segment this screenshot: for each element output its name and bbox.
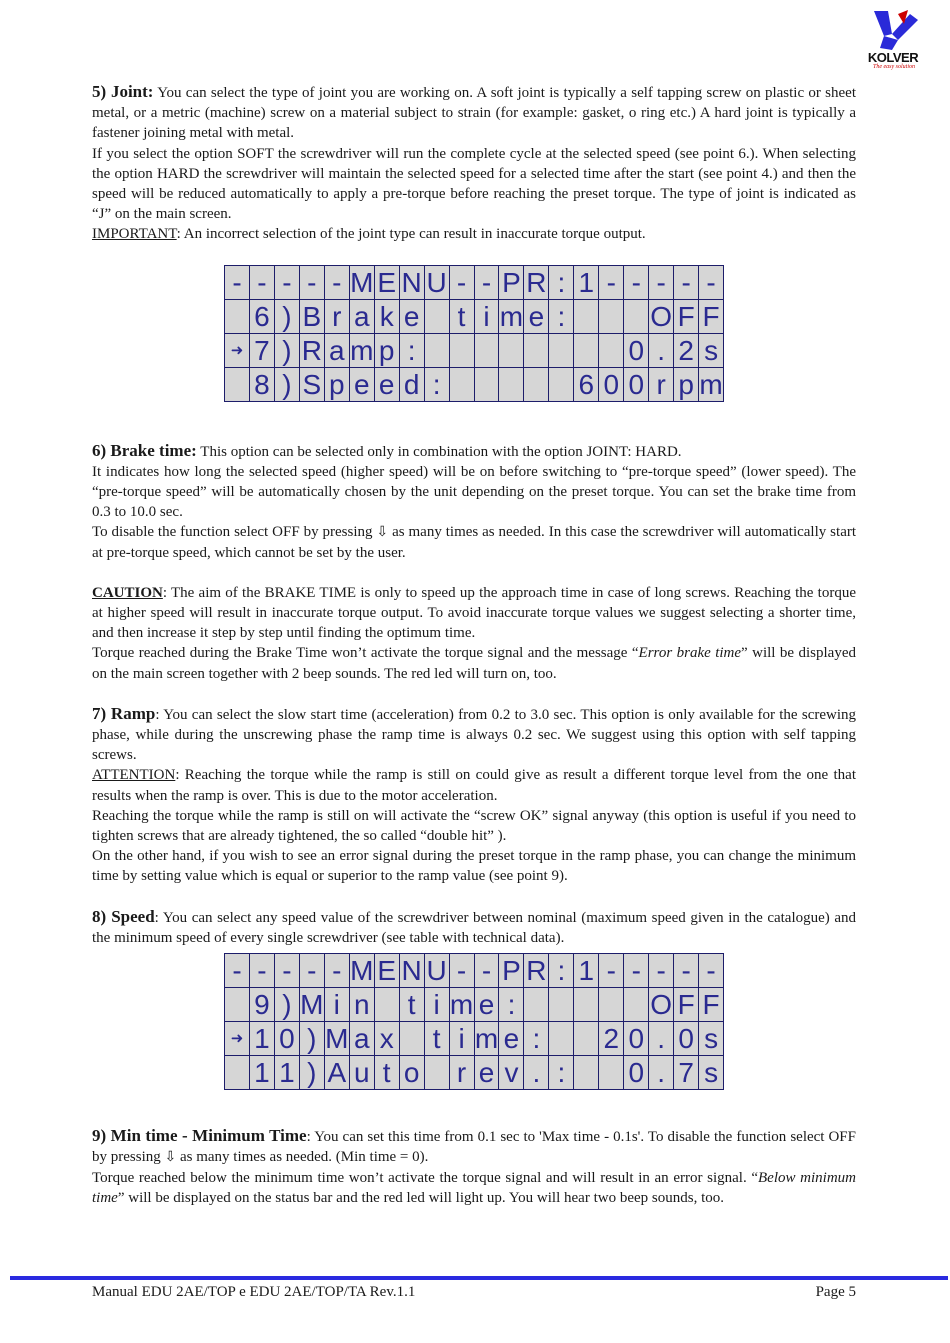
lcd-row [225, 1022, 723, 1056]
lcd-char-cell: F [699, 988, 723, 1021]
lcd-char-cell: U [426, 955, 447, 986]
lcd-char-cell: n [350, 988, 374, 1021]
brake-caution: CAUTION: The aim of the BRAKE TIME is only to speed up the approach time in case of long screws. Reaching the torque at higher speed will result in inaccurate torque output. To avoid inaccurate torque values we suggest selecting a shorter time, and then increase it step by step until finding the optimum time. [92, 584, 856, 642]
lcd-char-cell: 7 [674, 1056, 698, 1089]
lcd-char-cell: r [649, 368, 673, 401]
lcd-char-cell: 0 [624, 334, 648, 367]
lcd-char-cell: ) [275, 334, 299, 367]
ramp-p1: 7) Ramp: You can select the slow start time (acceleration) from 0.2 to 3.0 sec. This option is only available for the screwing phase, while during the unscrewing phase the ramp time is always 0.2 sec. We suggest using this option with self tapping screws. [92, 703, 857, 764]
lcd-char-cell: - [599, 954, 623, 987]
lcd-char-cell: P [499, 954, 523, 987]
down-arrow-icon: ⇩ [376, 524, 389, 541]
lcd-char-cell: - [250, 954, 274, 987]
lcd-char-cell: m [350, 335, 374, 366]
lcd-char-cell: O [650, 301, 673, 332]
lcd-char-cell [499, 334, 523, 367]
lcd-char-cell [499, 368, 523, 401]
lcd-char-cell: ) [300, 1056, 324, 1089]
joint-p1: 5) Joint: You can select the type of joint you are working on. A soft joint is typically a self tapping screw on plastic or sheet metal, or a metric (machine) screw on a material subject to strain (for example: gasket, o ring etc.) A hard joint is typically a fastener joining metal with metal. [92, 82, 856, 142]
footer-page-number: Page 5 [815, 1284, 856, 1300]
lcd-char-cell: ) [275, 368, 299, 401]
lcd-char-cell: r [450, 1056, 474, 1089]
lcd-char-cell [549, 1022, 573, 1055]
lcd-char-cell: - [649, 954, 673, 987]
mintime-p1: 9) Min time - Minimum Time: You can set this time from 0.1 sec to 'Max time - 0.1s'. To disable the function select OFF by pressing ⇩ as many times as needed. (Min time = 0). [92, 1126, 856, 1167]
lcd-char-cell: 0 [275, 1022, 299, 1055]
lcd-char-cell: ➜ [225, 1022, 249, 1055]
lcd-char-cell [524, 988, 548, 1021]
lcd-char-cell: : [524, 1022, 548, 1055]
lcd-row [225, 300, 723, 334]
ramp-p4: On the other hand, if you wish to see an error signal during the preset torque in the ramp phase, you can change the minimum time by setting value which is equal or superior to the ramp value (see point 9). [92, 848, 856, 885]
lcd-char-cell: - [475, 266, 499, 299]
lcd-char-cell: a [325, 334, 349, 367]
lcd-char-cell: a [350, 300, 374, 333]
ramp-attention: ATTENTION: Reaching the torque while the ramp is still on could give as result a different torque level from the one that results when the ramp is over. This is due to the motor acceleration. [92, 767, 856, 804]
lcd-char-cell: P [499, 266, 523, 299]
lcd-char-cell: - [699, 954, 723, 987]
joint-heading: 5) Joint: [92, 82, 154, 101]
brake-p3: To disable the function select OFF by pressing ⇩ as many times as needed. In this case the screwdriver will automatically start at pre-torque speed, which cannot be set by the user. [92, 524, 857, 561]
lcd-char-cell [599, 334, 623, 367]
lcd-char-cell [574, 1022, 598, 1055]
lcd-char-cell: t [400, 988, 424, 1021]
lcd-char-cell [225, 300, 249, 333]
lcd-char-cell [549, 988, 573, 1021]
lcd-char-cell [425, 334, 449, 367]
lcd-char-cell: t [375, 1056, 399, 1089]
lcd-char-cell: - [275, 266, 299, 299]
lcd-char-cell: 8 [250, 368, 274, 401]
lcd-char-cell: e [499, 1022, 523, 1055]
lcd-row [225, 334, 723, 368]
lcd-char-cell: 0 [624, 1022, 648, 1055]
lcd-char-cell: - [450, 266, 474, 299]
lcd-char-cell [450, 334, 474, 367]
lcd-char-cell: 0 [674, 1022, 698, 1055]
lcd-char-cell: - [699, 266, 723, 299]
lcd-menu-display-2 [224, 953, 724, 1090]
lcd-char-cell: p [674, 368, 698, 401]
lcd-char-cell [574, 334, 598, 367]
lcd-char-cell: - [250, 266, 274, 299]
lcd-char-cell: M [350, 267, 374, 298]
lcd-char-cell [524, 334, 548, 367]
lcd-char-cell: e [350, 368, 374, 401]
lcd-char-cell: F [699, 300, 723, 333]
lcd-char-cell: M [350, 955, 374, 986]
lcd-char-cell: M [300, 989, 324, 1020]
lcd-char-cell: t [450, 300, 474, 333]
brake-heading: 6) Brake time: [92, 440, 197, 460]
lcd-char-cell: s [699, 1056, 723, 1089]
lcd-char-cell: S [300, 368, 324, 401]
lcd-char-cell: - [225, 266, 249, 299]
lcd-char-cell: : [549, 266, 573, 299]
lcd-char-cell [475, 368, 499, 401]
lcd-char-cell [225, 988, 249, 1021]
lcd-char-cell: - [649, 266, 673, 299]
lcd-char-cell: o [400, 1056, 424, 1089]
lcd-char-cell: u [350, 1056, 374, 1089]
lcd-char-cell [450, 368, 474, 401]
lcd-char-cell [549, 368, 573, 401]
lcd-char-cell: R [526, 267, 547, 298]
mintime-p2: Torque reached below the minimum time won’t activate the torque signal and will result in an error signal. “Below minimum time” will be displayed on the status bar and the red led will light up. You will hear two beep sounds, too. [92, 1169, 856, 1206]
lcd-char-cell: . [524, 1056, 548, 1089]
lcd-char-cell: 9 [250, 988, 274, 1021]
lcd-char-cell: - [225, 954, 249, 987]
lcd-char-cell: v [499, 1056, 523, 1089]
brake-p1: 6) Brake time: This option can be selected only in combination with the option JOINT: HARD. [92, 440, 682, 460]
speed-p1: 8) Speed: You can select any speed value of the screwdriver between nominal (maximum speed given in the catalogue) and the minimum speed of every single screwdriver (see table with technical data). [92, 906, 856, 946]
footer-rule [10, 1276, 948, 1280]
lcd-char-cell: F [674, 988, 698, 1021]
speed-heading: 8) Speed [92, 906, 155, 926]
lcd-char-cell [549, 334, 573, 367]
brand-name: KOLVER [867, 50, 919, 65]
lcd-char-cell: s [699, 1022, 723, 1055]
lcd-char-cell: i [475, 300, 499, 333]
lcd-char-cell [599, 988, 623, 1021]
lcd-char-cell [624, 300, 648, 333]
lcd-char-cell: . [649, 334, 673, 367]
lcd-char-cell: : [549, 300, 573, 333]
lcd-char-cell: 1 [250, 1056, 274, 1089]
lcd-char-cell: 6 [574, 368, 598, 401]
lcd-char-cell: d [400, 368, 424, 401]
lcd-char-cell [425, 1056, 449, 1089]
lcd-char-cell: - [300, 954, 324, 987]
lcd-char-cell: e [400, 300, 424, 333]
lcd-row [225, 954, 723, 988]
lcd-char-cell: - [300, 266, 324, 299]
footer-manual-title: Manual EDU 2AE/TOP e EDU 2AE/TOP/TA Rev.1.1 [92, 1284, 416, 1300]
lcd-char-cell: a [350, 1022, 374, 1055]
lcd-char-cell: s [699, 334, 723, 367]
brake-p5: Torque reached during the Brake Time won’t activate the torque signal and the message “Error brake time” will be displayed on the main screen together with 2 beep sounds. The red led will turn on, too. [92, 645, 856, 682]
ramp-p3: Reaching the torque while the ramp is still on will activate the “screw OK” signal anyway (this option is useful if you need to tighten screws that are already tightened, the so called “double hit” ). [92, 807, 856, 845]
lcd-char-cell: 1 [250, 1022, 274, 1055]
lcd-char-cell: M [325, 1023, 349, 1054]
lcd-row [225, 1056, 723, 1089]
lcd-char-cell: R [301, 335, 322, 366]
lcd-char-cell: . [649, 1022, 673, 1055]
lcd-char-cell [400, 1022, 424, 1055]
joint-p2: If you select the option SOFT the screwdriver will run the complete cycle at the selected speed (see point 6.). When selecting the option HARD the screwdriver will maintain the selected speed for a selected time after the start (see point 4.) and then the speed will be reduced automatically to apply a pre-torque before reaching the preset torque. The type of joint is indicated as “J” on the main screen. [92, 145, 856, 223]
lcd-char-cell [574, 300, 598, 333]
lcd-char-cell: ) [275, 300, 299, 333]
lcd-char-cell: e [475, 1056, 499, 1089]
lcd-char-cell: t [425, 1022, 449, 1055]
lcd-char-cell: k [375, 300, 399, 333]
lcd-char-cell: x [375, 1022, 399, 1055]
lcd-char-cell [225, 1056, 249, 1089]
lcd-char-cell: . [649, 1056, 673, 1089]
down-arrow-icon: ⇩ [164, 1149, 177, 1166]
lcd-char-cell: E [375, 954, 399, 987]
lcd-char-cell: A [325, 1056, 349, 1089]
lcd-char-cell: 0 [624, 1056, 648, 1089]
lcd-char-cell [599, 1056, 623, 1089]
lcd-char-cell: - [674, 266, 698, 299]
lcd-char-cell: e [375, 368, 399, 401]
lcd-char-cell: B [300, 300, 324, 333]
lcd-row [225, 266, 723, 300]
lcd-char-cell: 2 [674, 334, 698, 367]
lcd-char-cell [574, 988, 598, 1021]
lcd-char-cell [225, 368, 249, 401]
joint-important: IMPORTANT: An incorrect selection of the joint type can result in inaccurate torque output. [92, 226, 646, 243]
lcd-char-cell: ) [300, 1022, 324, 1055]
lcd-char-cell: : [549, 1056, 573, 1089]
lcd-char-cell: : [400, 334, 424, 367]
lcd-char-cell: - [325, 266, 349, 299]
lcd-char-cell: - [624, 954, 648, 987]
lcd-char-cell: E [375, 266, 399, 299]
lcd-char-cell: ) [275, 988, 299, 1021]
lcd-char-cell: - [624, 266, 648, 299]
lcd-char-cell: N [401, 267, 422, 298]
lcd-char-cell: m [699, 369, 723, 400]
lcd-char-cell: 6 [250, 300, 274, 333]
lcd-char-cell: - [475, 954, 499, 987]
lcd-char-cell: e [475, 988, 499, 1021]
brake-p2: It indicates how long the selected speed (higher speed) will be on before switching to “pre-torque speed” (lower speed). The “pre-torque speed” will be automatically chosen by the unit depending on the preset torque. You can set the brake time from 0.3 to 10.0 sec. [92, 463, 856, 521]
lcd-char-cell: : [425, 368, 449, 401]
lcd-char-cell [475, 334, 499, 367]
lcd-char-cell: O [650, 989, 673, 1020]
lcd-char-cell: e [524, 300, 548, 333]
lcd-char-cell: N [401, 955, 422, 986]
lcd-row [225, 988, 723, 1022]
lcd-char-cell: - [599, 266, 623, 299]
lcd-row [225, 368, 723, 401]
lcd-char-cell: 1 [574, 954, 598, 987]
lcd-char-cell: : [499, 988, 523, 1021]
lcd-char-cell: 2 [599, 1022, 623, 1055]
lcd-char-cell [574, 1056, 598, 1089]
lcd-char-cell: p [375, 334, 399, 367]
lcd-char-cell: 1 [275, 1056, 299, 1089]
lcd-char-cell: - [275, 954, 299, 987]
mintime-heading: 9) Min time - Minimum Time [92, 1126, 307, 1146]
lcd-char-cell: - [450, 954, 474, 987]
lcd-char-cell [425, 300, 449, 333]
lcd-char-cell: p [325, 368, 349, 401]
lcd-char-cell: i [450, 1022, 474, 1055]
lcd-char-cell: : [549, 954, 573, 987]
lcd-char-cell [624, 988, 648, 1021]
lcd-char-cell: U [426, 267, 447, 298]
lcd-char-cell: ➜ [225, 334, 249, 367]
lcd-char-cell [375, 988, 399, 1021]
brand-tagline: The easy solution [873, 64, 915, 70]
lcd-char-cell: - [674, 954, 698, 987]
ramp-heading: 7) Ramp [92, 703, 156, 723]
lcd-char-cell: i [425, 988, 449, 1021]
lcd-menu-display-1 [224, 265, 724, 402]
lcd-char-cell: 0 [599, 368, 623, 401]
lcd-char-cell: F [674, 300, 698, 333]
lcd-char-cell [524, 368, 548, 401]
lcd-char-cell [599, 300, 623, 333]
lcd-char-cell: m [474, 1023, 499, 1054]
lcd-char-cell: 7 [250, 334, 274, 367]
lcd-char-cell: i [325, 988, 349, 1021]
lcd-char-cell: 0 [624, 368, 648, 401]
lcd-char-cell: m [449, 989, 474, 1020]
lcd-char-cell: R [526, 955, 547, 986]
lcd-char-cell: - [325, 954, 349, 987]
lcd-char-cell: r [325, 300, 349, 333]
lcd-char-cell: m [499, 301, 524, 332]
lcd-char-cell: 1 [574, 266, 598, 299]
